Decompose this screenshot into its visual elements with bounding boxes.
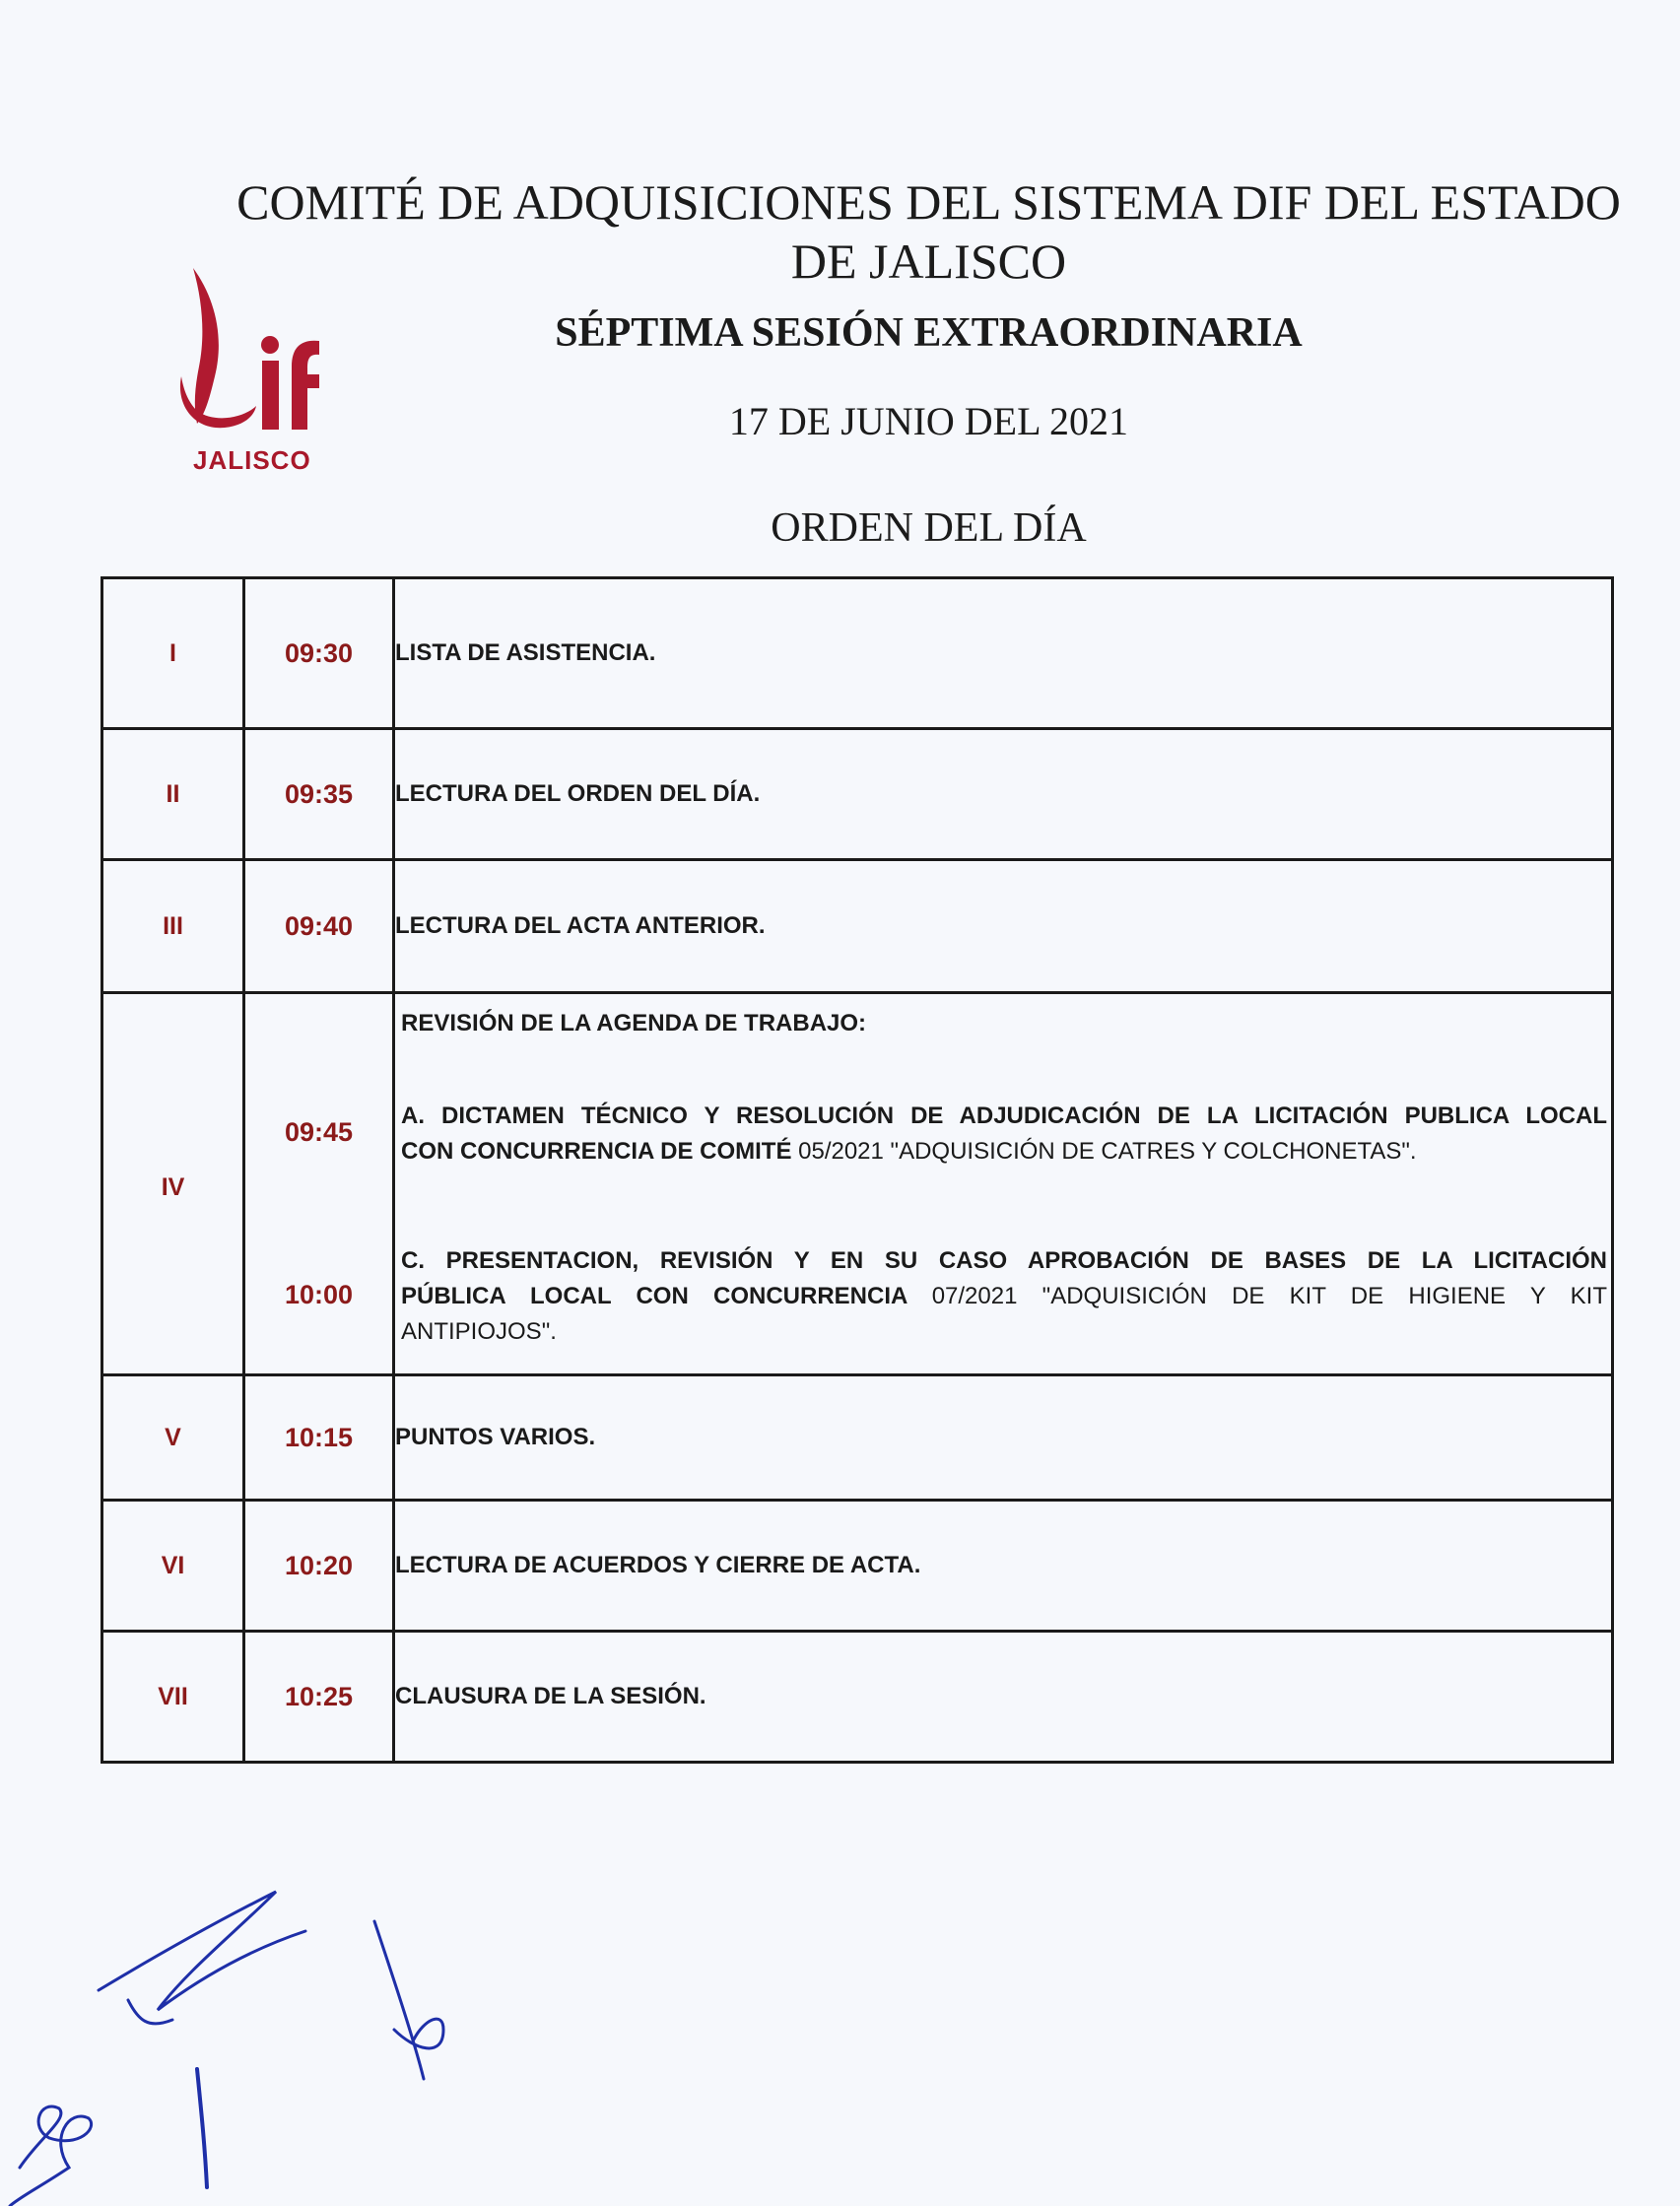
session-title: SÉPTIMA SESIÓN EXTRAORDINARIA (555, 310, 1303, 356)
committee-title-line2: DE JALISCO (790, 234, 1067, 289)
sub-item-c-plain: 07/2021 "ADQUISICIÓN DE KIT DE HIGIENE Y KIT (931, 1283, 1607, 1309)
item-time: 10:15 (244, 1375, 394, 1501)
agenda-row (102, 578, 1613, 729)
item-time: 10:00 (284, 1280, 354, 1309)
item-description-cell (394, 993, 1613, 1375)
time-stack (245, 994, 392, 1373)
item-number: V (102, 1375, 244, 1501)
description-stack (395, 994, 1611, 1373)
agenda-row (102, 729, 1613, 860)
item-time: 09:30 (244, 578, 394, 729)
sub-item-c-line2 (401, 1279, 1607, 1313)
item-number: VI (102, 1501, 244, 1632)
item-number: I (102, 578, 244, 729)
agenda-row (102, 993, 1613, 1375)
handwritten-signatures (0, 1872, 512, 2206)
item-time: 09:35 (244, 729, 394, 860)
item-description: PUNTOS VARIOS. (394, 1375, 1613, 1501)
sub-item-a-line1: A. DICTAMEN TÉCNICO Y RESOLUCIÓN DE ADJUDICACIÓN DE LA LICITACIÓN PUBLICA LOCAL (401, 1103, 1607, 1129)
agenda-row (102, 860, 1613, 993)
committee-title-line1: COMITÉ DE ADQUISICIONES DEL SISTEMA DIF DEL ESTADO (236, 174, 1621, 230)
agenda-row (102, 1632, 1613, 1763)
sub-item-c-bold: PÚBLICA LOCAL CON CONCURRENCIA (401, 1283, 907, 1309)
sub-item-a-plain: 05/2021 "ADQUISICIÓN DE CATRES Y COLCHONETAS". (798, 1138, 1417, 1165)
agenda-row (102, 1375, 1613, 1501)
agenda-row (102, 1501, 1613, 1632)
agenda-subheading: REVISIÓN DE LA AGENDA DE TRABAJO: (401, 1010, 867, 1036)
item-description: LECTURA DEL ORDEN DEL DÍA. (394, 729, 1613, 860)
sub-item-c-line1: C. PRESENTACION, REVISIÓN Y EN SU CASO APROBACIÓN DE BASES DE LA LICITACIÓN (401, 1247, 1607, 1274)
item-number (102, 993, 244, 1375)
dif-jalisco-logo (175, 258, 321, 485)
sub-item-a-bold: CON CONCURRENCIA DE COMITÉ (401, 1138, 792, 1165)
sub-item-c-line3: ANTIPIOJOS". (401, 1318, 557, 1345)
item-description: LECTURA DE ACUERDOS Y CIERRE DE ACTA. (394, 1501, 1613, 1632)
item-number: VII (102, 1632, 244, 1763)
item-time: 09:45 (284, 1117, 354, 1147)
item-description: CLAUSURA DE LA SESIÓN. (394, 1632, 1613, 1763)
item-number-text: IV (161, 1173, 185, 1201)
agenda-heading: ORDEN DEL DÍA (771, 505, 1087, 551)
sub-item-a-line2 (401, 1134, 1607, 1169)
logo-text: JALISCO (193, 445, 311, 475)
session-date: 17 DE JUNIO DEL 2021 (728, 399, 1129, 443)
item-description: LECTURA DEL ACTA ANTERIOR. (394, 860, 1613, 993)
item-number: III (102, 860, 244, 993)
item-time: 09:40 (244, 860, 394, 993)
agenda-table (101, 576, 1614, 1764)
item-time: 10:20 (244, 1501, 394, 1632)
item-number: II (102, 729, 244, 860)
item-time: 10:25 (244, 1632, 394, 1763)
item-time-cell (244, 993, 394, 1375)
item-description: LISTA DE ASISTENCIA. (394, 578, 1613, 729)
